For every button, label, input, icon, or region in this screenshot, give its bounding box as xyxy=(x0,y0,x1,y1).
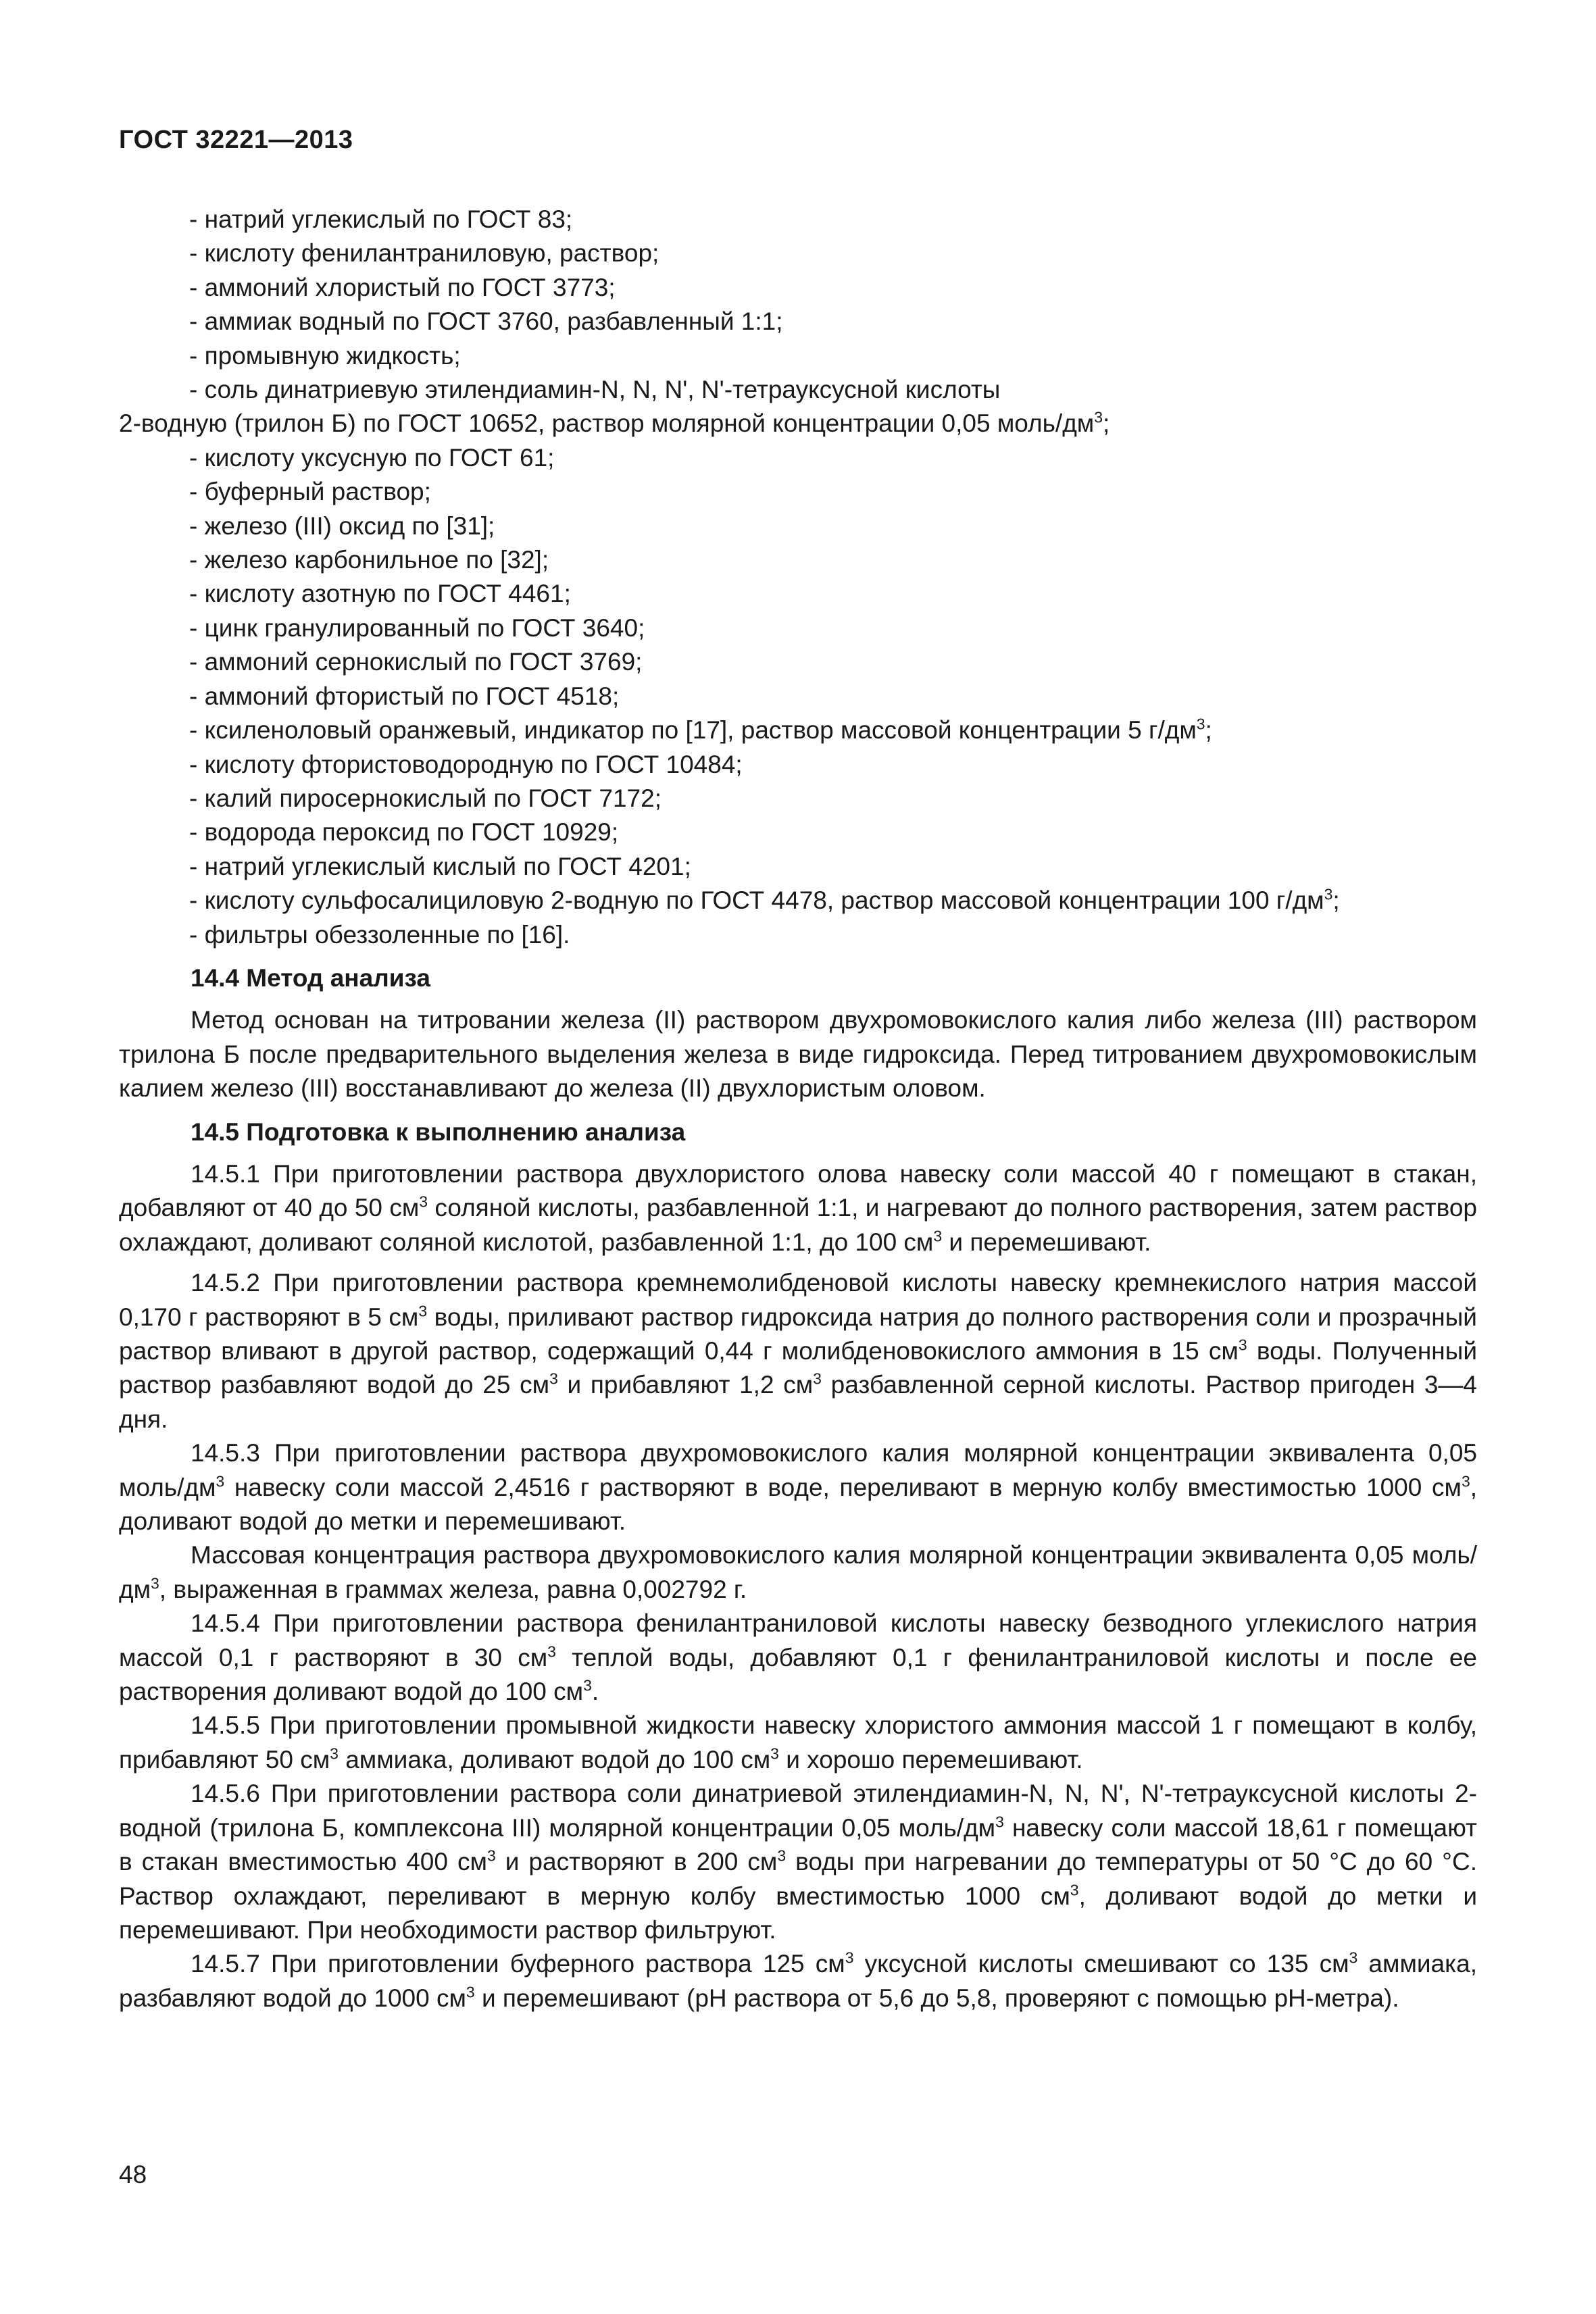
paragraph-14-5-4: 14.5.4 При приготовлении раствора фенилантраниловой кислоты навеску безводного углекислого натрия массой 0,1 г растворяют в 30 $см^3$ теплой воды, добавляют 0,1 г фенилантраниловой кислоты и после ее растворения доливают водой до 100 $см^3$. xyxy=(119,1609,1477,1706)
list-item: - цинк гранулированный по ГОСТ 3640; xyxy=(189,613,645,642)
list-item: - железо карбонильное по [32]; xyxy=(189,546,549,574)
list-item: - кислоту уксусную по ГОСТ 61; xyxy=(189,443,555,472)
paragraph-14-4: Метод основан на титровании железа (II) раствором двухромовокислого калия либо железа (III) раствором трилона Б после предварительного выделения железа в виде гидроксида. Перед титрованием двухромовокислым калием железо (III) восстанавливают до железа (II) двухлористым оловом. xyxy=(119,1006,1477,1103)
list-item: - аммоний фтористый по ГОСТ 4518; xyxy=(189,682,620,710)
section-heading-14-5: 14.5 Подготовка к выполнению анализа xyxy=(191,1117,686,1146)
paragraph-14-5-3: 14.5.3 При приготовлении раствора двухромовокислого калия молярной концентрации эквивалента 0,05 моль/$дм^3$ навеску соли массой 2,4516 г растворяют в воде, переливают в мерную колбу вместимостью 1000 $см^3$, доливают водой до метки и перемешивают. xyxy=(119,1439,1477,1536)
list-item: - водорода пероксид по ГОСТ 10929; xyxy=(189,818,619,847)
document-body xyxy=(119,203,1477,2015)
list-item: - кислоту фтористоводородную по ГОСТ 10484; xyxy=(189,750,743,778)
list-item: - калий пиросернокислый по ГОСТ 7172; xyxy=(189,784,662,812)
paragraph-14-5-6: 14.5.6 При приготовлении раствора соли динатриевой этилендиамин-N, N, N', N'-тетрауксусной кислоты 2-водной (трилона Б, комплексона III) молярной концентрации 0,05 моль/$дм^3$ навеску соли массой 18,61 г помещают в стакан вместимостью 400 $см^3$ и растворяют в 200 $см^3$ воды при нагревании до температуры от 50 °С до 60 °С. Раствор охлаждают, переливают в мерную колбу вместимостью 1000 $см^3$, доливают водой до метки и перемешивают. При необходимости раствор фильтруют. xyxy=(119,1780,1477,1944)
list-item: - фильтры обеззоленные по [16]. xyxy=(189,920,570,949)
list-item: - кислоту азотную по ГОСТ 4461; xyxy=(189,580,571,608)
list-item: - кислоту фенилантраниловую, раствор; xyxy=(189,239,659,268)
list-item: - натрий углекислый кислый по ГОСТ 4201; xyxy=(189,852,691,880)
list-item: - ксиленоловый оранжевый, индикатор по [17], раствор массовой концентрации 5 $г/дм^3$; xyxy=(189,715,1212,745)
paragraph-14-5-2: 14.5.2 При приготовлении раствора кремнемолибденовой кислоты навеску кремнекислого натрия массой 0,170 г растворяют в 5 $см^3$ воды, приливают раствор гидроксида натрия до полного растворения соли и прозрачный раствор вливают в другой раствор, содержащий 0,44 г молибденовокислого аммония в 15 $см^3$ воды. Полученный раствор разбавляют водой до 25 $см^3$ и прибавляют 1,2 $см^3$ разбавленной серной кислоты. Раствор пригоден 3—4 дня. xyxy=(119,1269,1478,1433)
list-item-continuation: 2-водную (трилон Б) по ГОСТ 10652, раствор молярной концентрации 0,05 моль/$дм^3$; xyxy=(119,409,1110,438)
list-item: - натрий углекислый по ГОСТ 83; xyxy=(189,205,573,233)
paragraph-14-5-3-mass: Массовая концентрация раствора двухромовокислого калия молярной концентрации эквивалента 0,05 моль/$дм^3$, выраженная в граммах железа, равна 0,002792 г. xyxy=(119,1541,1477,1603)
list-item: - кислоту сульфосалициловую 2-водную по ГОСТ 4478, раствор массовой концентрации 100 $г/дм^3$; xyxy=(189,885,1340,915)
list-item: - аммоний хлористый по ГОСТ 3773; xyxy=(189,273,616,301)
list-item: - промывную жидкость; xyxy=(189,341,461,370)
document-header: ГОСТ 32221—2013 xyxy=(119,126,353,154)
list-item: - аммиак водный по ГОСТ 3760, разбавленный 1:1; xyxy=(189,307,783,336)
paragraph-14-5-7: 14.5.7 При приготовлении буферного раствора 125 $см^3$ уксусной кислоты смешивают со 135 $см^3$ аммиака, разбавляют водой до 1000 $см^3$ и перемешивают (pH раствора от 5,6 до 5,8, проверяют с помощью pH-метра). xyxy=(119,1948,1477,2012)
paragraph-14-5-1: 14.5.1 При приготовлении раствора двухлористого олова навеску соли массой 40 г помещают в стакан, добавляют от 40 до 50 $см^3$ соляной кислоты, разбавленной 1:1, и нагревают до полного растворения, затем раствор охлаждают, доливают соляной кислотой, разбавленной 1:1, до 100 $см^3$ и перемешивают. xyxy=(119,1159,1477,1256)
list-item: - аммоний сернокислый по ГОСТ 3769; xyxy=(189,648,643,676)
list-item: - железо (III) оксид по [31]; xyxy=(189,511,495,540)
list-item: - соль динатриевую этилендиамин-N, N, N', N'-тетрауксусной кислоты xyxy=(189,376,1001,404)
paragraph-14-5-5: 14.5.5 При приготовлении промывной жидкости навеску хлористого аммония массой 1 г помещают в колбу, прибавляют 50 $см^3$ аммиака, доливают водой до 100 $см^3$ и хорошо перемешивают. xyxy=(119,1711,1477,1774)
section-heading-14-4: 14.4 Метод анализа xyxy=(191,963,430,992)
list-item: - буферный раствор; xyxy=(189,478,431,506)
page-number: 48 xyxy=(119,2161,147,2188)
